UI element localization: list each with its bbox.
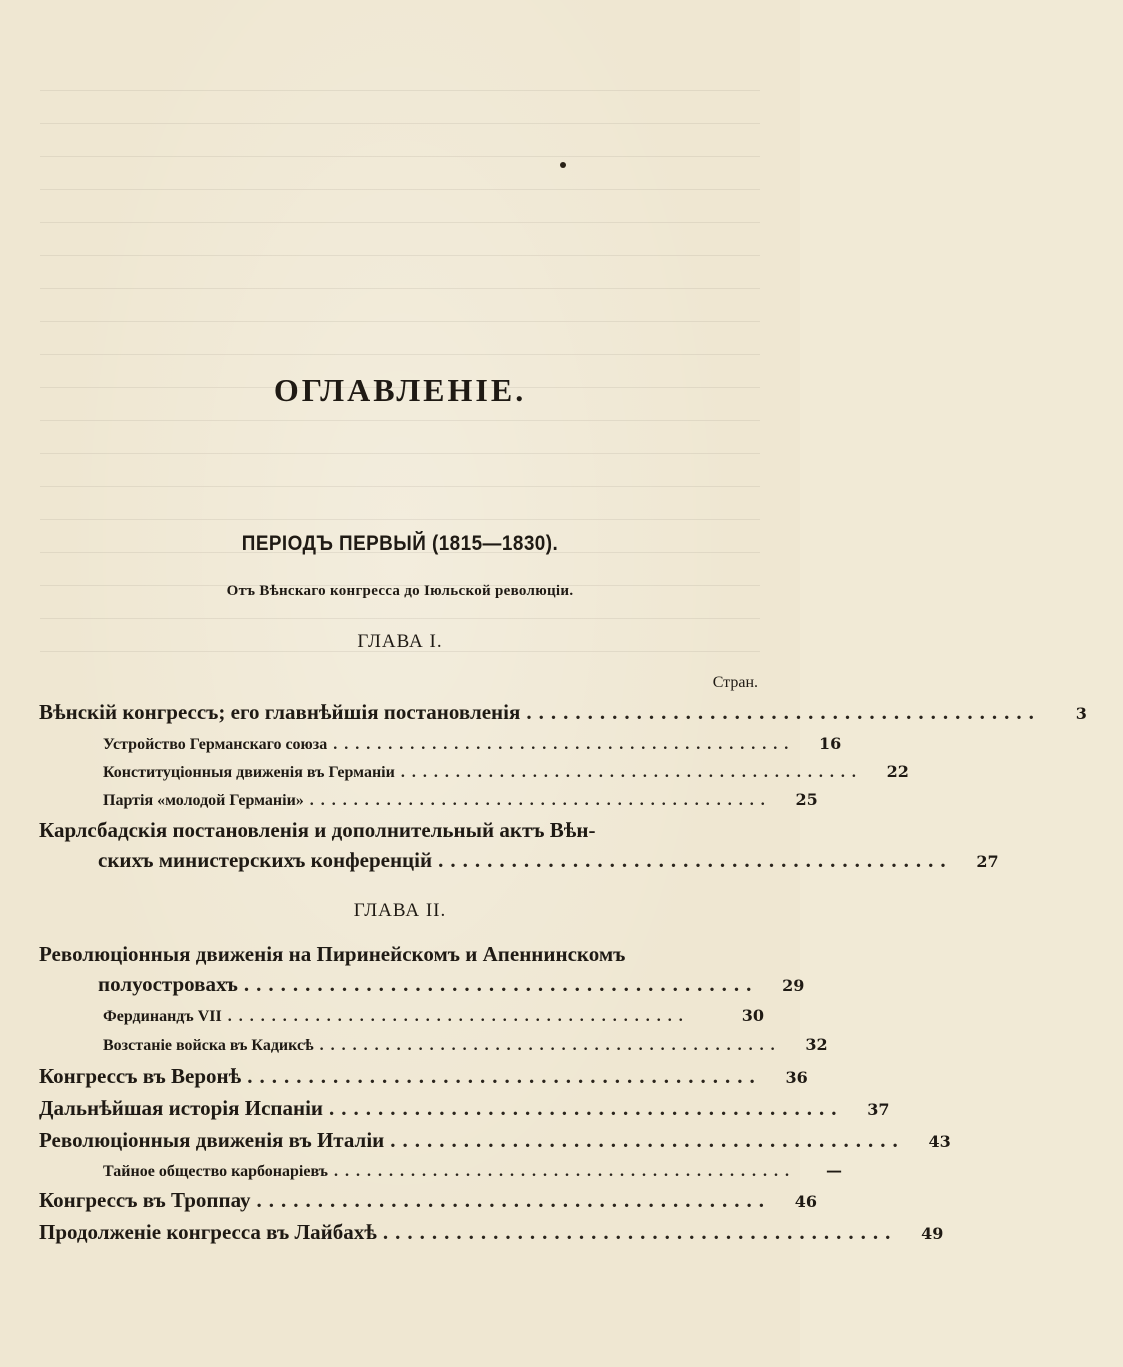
toc-entry-text: Партія «молодой Германіи»	[103, 792, 304, 809]
toc-entry-text: Возстаніе войска въ Кадиксѣ	[103, 1037, 314, 1054]
toc-entry-text: полуостровахъ	[98, 972, 238, 996]
toc-entry-text: Конгрессъ въ Троппау	[39, 1188, 251, 1212]
toc-entry-page: 49	[921, 1224, 944, 1243]
toc-entry-page: 32	[805, 1035, 828, 1054]
toc-entry[interactable]	[0, 790, 818, 810]
toc-entry[interactable]	[0, 734, 842, 754]
toc-entry-page: 36	[785, 1068, 808, 1087]
toc-entry-text: Фердинандъ VII	[103, 1008, 222, 1025]
leader-dots: ..........................................	[227, 1008, 690, 1025]
leader-dots: ..........................................	[334, 1163, 797, 1180]
toc-entry[interactable]	[0, 848, 999, 873]
toc-entry-text: Дальнѣйшая исторія Испаніи	[39, 1096, 324, 1120]
toc-entry[interactable]	[0, 1188, 818, 1213]
toc-entry[interactable]	[0, 972, 805, 997]
leader-dots: ..........................................	[382, 1220, 898, 1244]
leader-dots: ..........................................	[319, 1037, 782, 1054]
toc-entry[interactable]	[0, 1006, 800, 1026]
toc-entry[interactable]	[0, 1220, 944, 1245]
leader-dots: ..........................................	[329, 1096, 844, 1120]
toc-entry[interactable]	[0, 1128, 951, 1153]
toc-entry-page: 46	[794, 1192, 818, 1211]
toc-entry-text: скихъ министерскихъ конференцій	[98, 848, 433, 872]
toc-entry-text: Вѣнскій конгрессъ; его главнѣйшія постановленія	[39, 700, 521, 724]
toc-entry-text: Конституціонныя движенія въ Германіи	[103, 764, 395, 781]
toc-entry-page: 30	[741, 1006, 764, 1025]
leader-dots: ..........................................	[526, 700, 1041, 724]
toc-entry[interactable]	[0, 1035, 828, 1055]
toc-entry-page: —	[826, 1161, 843, 1180]
leader-dots: ..........................................	[333, 736, 796, 753]
toc-entry-page: 22	[886, 762, 909, 781]
leader-dots: ..........................................	[309, 792, 772, 809]
ink-speck	[560, 162, 566, 168]
period-subtitle: Отъ Вѣнскаго конгресса до Іюльской революціи.	[226, 583, 574, 599]
toc-entry[interactable]	[0, 762, 909, 782]
toc-entry-page: 3	[1075, 704, 1087, 723]
toc-entry-page: 27	[976, 852, 999, 871]
leader-dots: ..........................................	[243, 972, 759, 996]
page-column-label: Стран.	[712, 674, 758, 691]
chapter-heading: ГЛАВА II.	[353, 900, 447, 921]
toc-entry-text: Устройство Германскаго союза	[103, 736, 328, 753]
page-title: ОГЛАВЛЕНІЕ.	[273, 372, 527, 408]
toc-entry-page: 37	[867, 1100, 890, 1119]
leader-dots: ..........................................	[247, 1064, 762, 1088]
leader-dots: ..........................................	[256, 1188, 772, 1212]
toc-entry-text: Революціонныя движенія въ Италіи	[39, 1128, 385, 1152]
bleed-through-texture	[40, 60, 760, 660]
toc-entry-text: Тайное общество карбонаріевъ	[103, 1163, 329, 1180]
toc-entry[interactable]	[0, 1096, 890, 1121]
toc-entry-page: 43	[928, 1132, 951, 1151]
leader-dots: ..........................................	[390, 1128, 905, 1152]
toc-entry[interactable]	[0, 1161, 843, 1181]
toc-entry-text: Революціонныя движенія на Пиринейскомъ и Апеннинскомъ	[39, 942, 626, 966]
toc-entry[interactable]	[0, 1064, 808, 1089]
toc-entry-page: 16	[818, 734, 842, 753]
toc-entry-text: Карлсбадскія постановленія и дополнительный актъ Вѣн-	[39, 818, 596, 842]
leader-dots: ..........................................	[438, 848, 953, 872]
toc-entry[interactable]	[0, 700, 1087, 725]
toc-entry-text: Конгрессъ въ Веронѣ	[39, 1064, 242, 1088]
toc-entry[interactable]	[0, 942, 800, 967]
period-heading: ПЕРІОДЪ ПЕРВЫЙ (1815—1830).	[241, 532, 559, 555]
toc-entry[interactable]	[0, 818, 800, 843]
toc-entry-text: Продолженіе конгресса въ Лайбахѣ	[39, 1220, 377, 1244]
toc-entry-page: 25	[795, 790, 818, 809]
leader-dots: ..........................................	[400, 764, 863, 781]
toc-entry-page: 29	[782, 976, 805, 995]
chapter-heading: ГЛАВА I.	[357, 631, 443, 652]
